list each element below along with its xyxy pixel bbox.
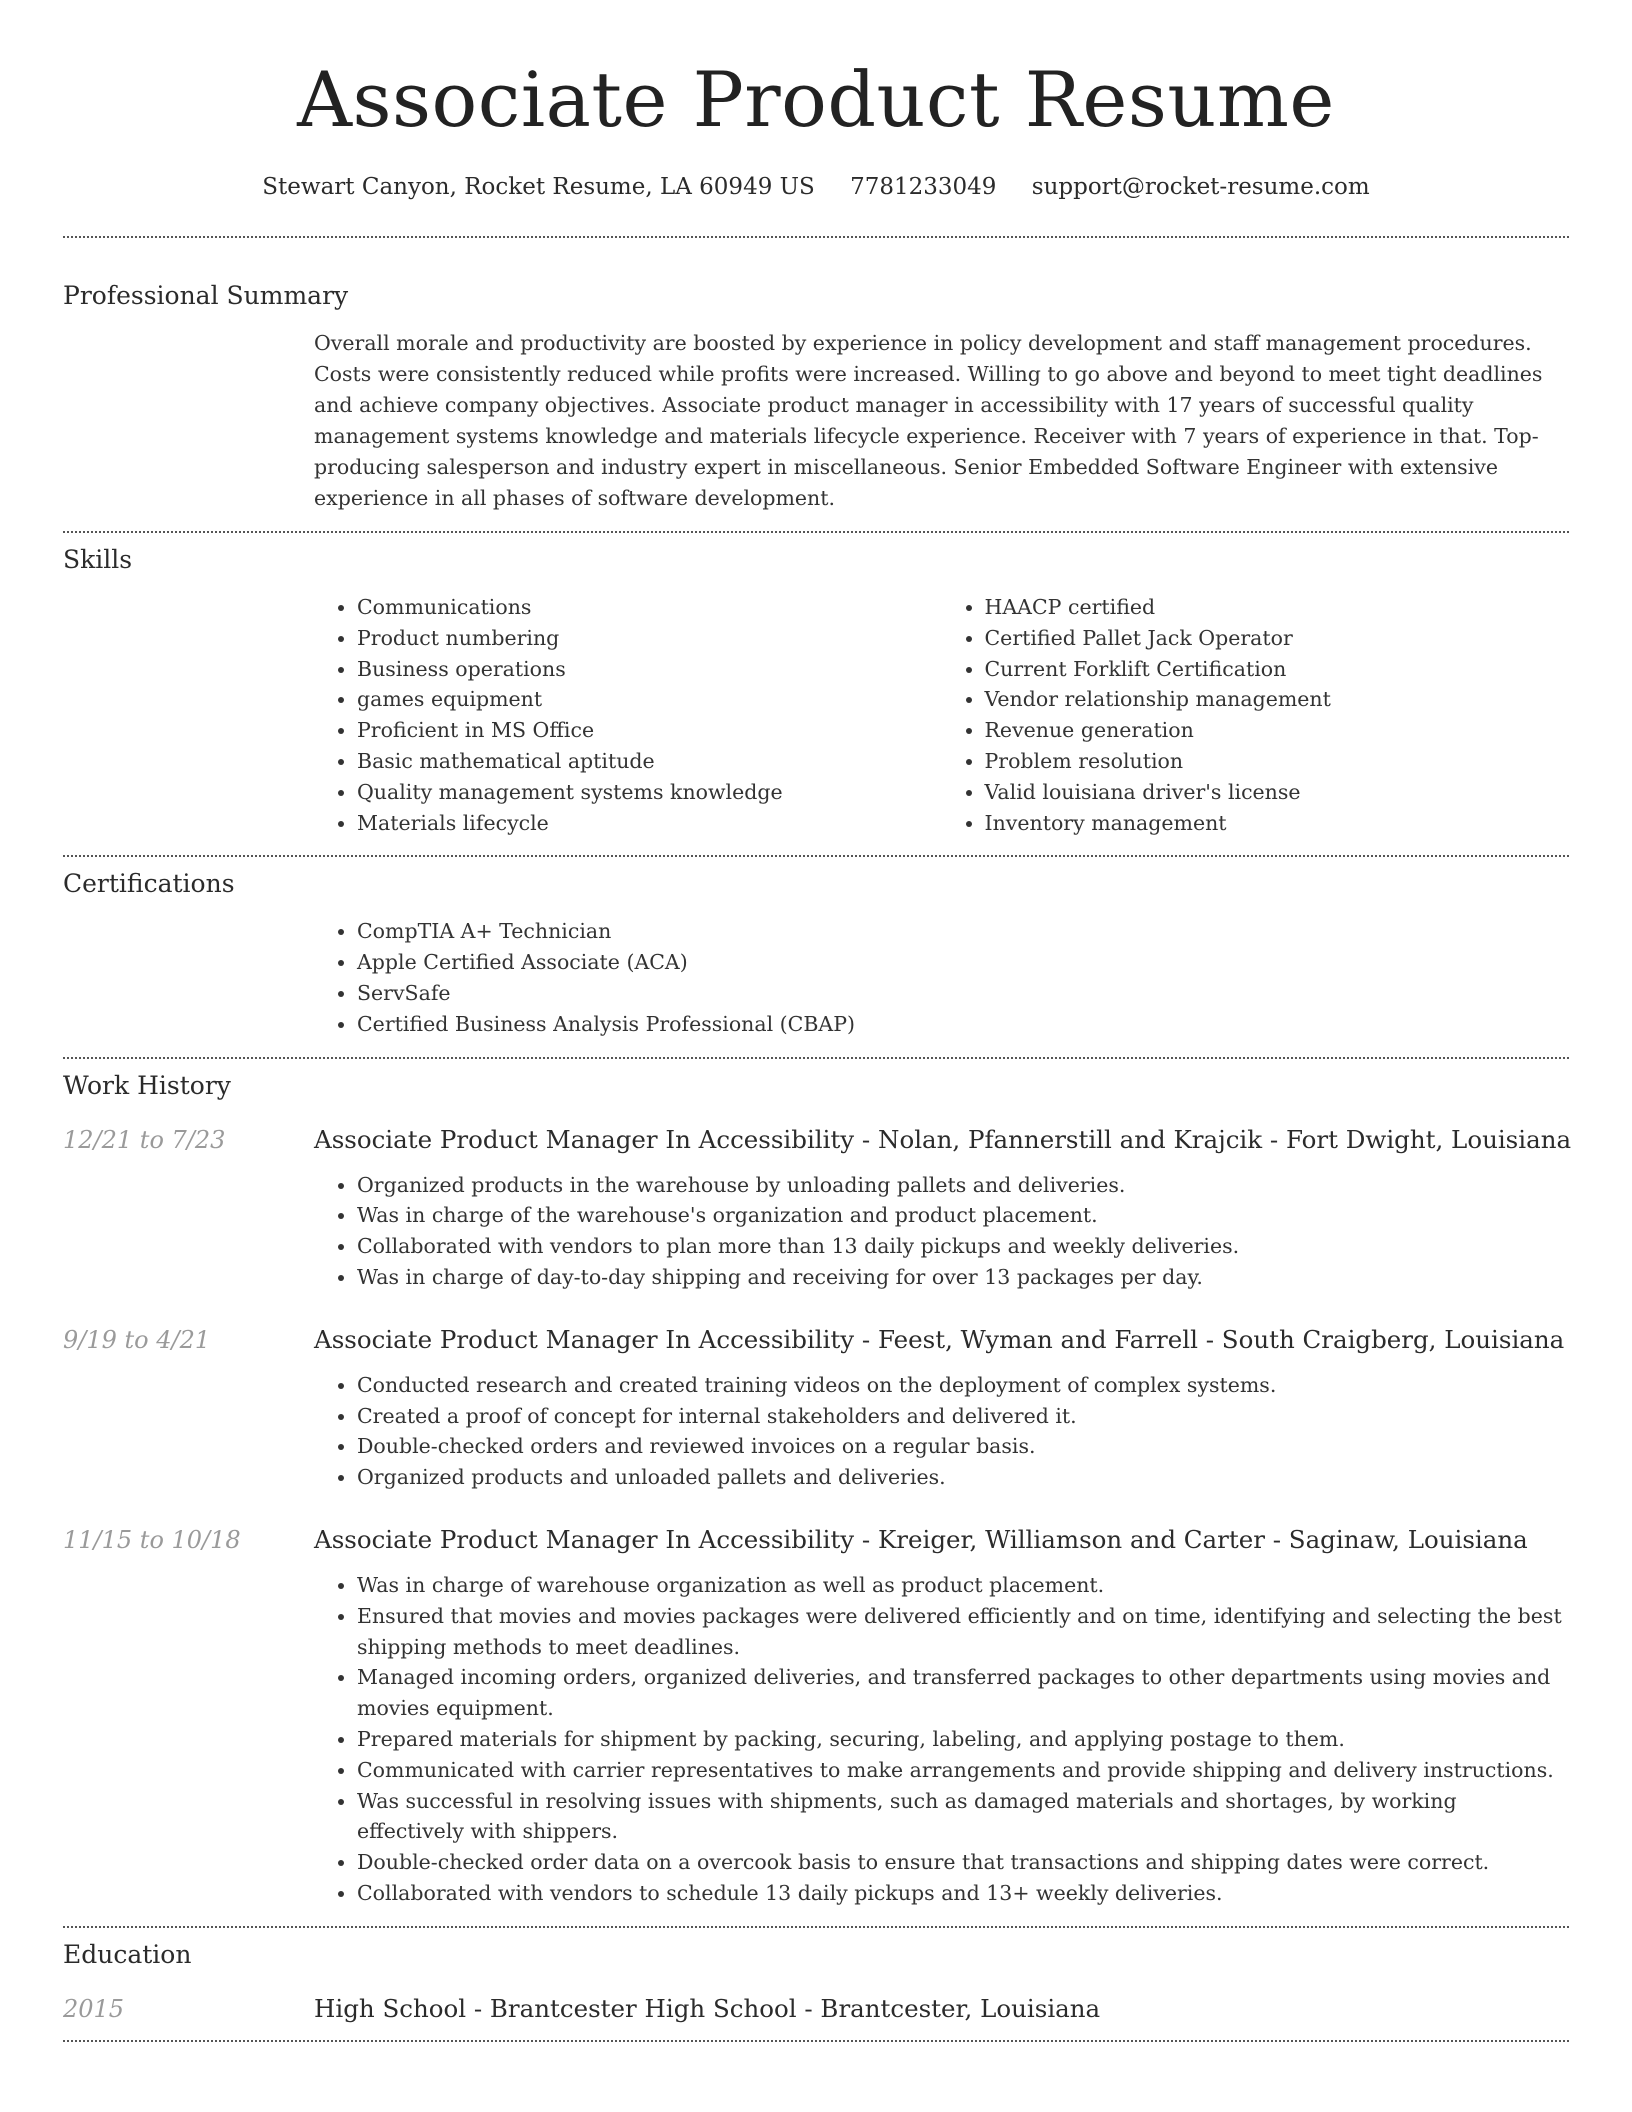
certification-item: • ServSafe [357,978,1569,1009]
job-entry [63,1124,1572,1293]
skill-item: • Product numbering [357,623,942,654]
contact-line [63,172,1569,202]
skill-item: • Vendor relationship management [985,684,1570,715]
education-title: High School - Brantcester High School - Brantcester, Louisiana [314,1993,1101,2023]
skills-list-left [314,592,942,838]
skill-item: • HAACP certified [985,592,1570,623]
job-bullet: • Organized products and unloaded pallets and deliveries. [357,1462,1569,1493]
job-bullet: • Managed incoming orders, organized deliveries, and transferred packages to other departments using movies and movies equipment. [357,1662,1569,1724]
skills-heading: Skills [63,545,133,574]
job-bullet-list [314,1370,1569,1493]
summary-text: Overall morale and productivity are boosted by experience in policy development and staff management procedures. Costs were consistently reduced while profits were increased. Willing to go above and beyond to meet tight deadlines and achieve company objectives. Associate product manager in accessibility with 17 years of successful quality management systems knowledge and materials lifecycle experience. Receiver with 7 years of experience in that. Top-producing salesperson and industry expert in miscellaneous. Senior Embedded Software Engineer with extensive experience in all phases of software development. [314,331,1543,510]
job-bullet-list [314,1170,1569,1293]
job-bullet: • Double-checked order data on a overcook basis to ensure that transactions and shipping dates were correct. [357,1847,1569,1878]
resume-title: Associate Product Resume [297,55,1335,144]
job-bullet: • Organized products in the warehouse by unloading pallets and deliveries. [357,1170,1569,1201]
certifications-section [63,869,1569,1039]
job-duties [314,1570,1569,1909]
job-bullet: • Was in charge of the warehouse's organization and product placement. [357,1200,1569,1231]
job-duties [314,1170,1569,1293]
skills-section [63,545,1569,838]
work-history-heading: Work History [63,1070,231,1100]
section-divider [63,2040,1569,2042]
certification-item: • Certified Business Analysis Professional (CBAP) [357,1009,1569,1040]
job-bullet: • Collaborated with vendors to plan more than 13 daily pickups and weekly deliveries. [357,1231,1569,1262]
skill-item: • Inventory management [985,808,1570,839]
certifications-list [314,916,1569,1039]
section-divider [63,1926,1569,1928]
certifications-heading: Certifications [63,869,235,899]
job-title: Associate Product Manager In Accessibility - Nolan, Pfannerstill and Krajcik - Fort Dwight, Louisiana [314,1124,1572,1154]
job-header [63,1124,1572,1154]
section-divider [63,1057,1569,1059]
job-title: Associate Product Manager In Accessibility - Kreiger, Williamson and Carter - Saginaw, Louisiana [314,1524,1528,1554]
job-duties [314,1370,1569,1493]
job-title: Associate Product Manager In Accessibility - Feest, Wyman and Farrell - South Craigberg, Louisiana [314,1324,1565,1354]
job-date: 11/15 to 10/18 [63,1525,241,1554]
skill-item: • Valid louisiana driver's license [985,777,1570,808]
summary-heading: Professional Summary [63,281,349,310]
skill-item: • Proficient in MS Office [357,715,942,746]
job-bullet: • Ensured that movies and movies packages were delivered efficiently and on time, identifying and selecting the best shipping methods to meet deadlines. [357,1601,1569,1663]
job-bullet: • Created a proof of concept for internal stakeholders and delivered it. [357,1401,1569,1432]
certifications-block [314,916,1569,1039]
job-entry [63,1525,1569,1909]
education-section [63,1940,1569,2023]
section-divider [63,531,1569,533]
job-bullet: • Was successful in resolving issues with shipments, such as damaged materials and shortages, by working effectively with shippers. [357,1786,1569,1848]
section-divider [63,236,1569,238]
certification-item: • Apple Certified Associate (ACA) [357,947,1569,978]
skill-item: • Materials lifecycle [357,808,942,839]
education-entry [63,1994,1569,2023]
education-heading: Education [63,1939,192,1969]
job-bullet-list [314,1570,1569,1909]
education-date: 2015 [63,1994,125,2023]
contact-email: support@rocket-resume.com [1031,174,1370,200]
section-divider [63,855,1569,857]
job-bullet: • Collaborated with vendors to schedule 13 daily pickups and 13+ weekly deliveries. [357,1878,1569,1909]
job-bullet: • Double-checked orders and reviewed invoices on a regular basis. [357,1431,1569,1462]
skill-item: • games equipment [357,684,942,715]
skill-item: • Certified Pallet Jack Operator [985,623,1570,654]
job-date: 12/21 to 7/23 [63,1125,226,1154]
skills-list-right [942,592,1570,838]
job-bullet: • Was in charge of warehouse organization as well as product placement. [357,1570,1569,1601]
skill-item: • Business operations [357,654,942,685]
skills-columns [314,592,1569,838]
job-entry [63,1325,1569,1493]
job-bullet: • Conducted research and created training videos on the deployment of complex systems. [357,1370,1569,1401]
job-bullet: • Communicated with carrier representatives to make arrangements and provide shipping and delivery instructions. [357,1755,1569,1786]
skill-item: • Quality management systems knowledge [357,777,942,808]
certification-item: • CompTIA A+ Technician [357,916,1569,947]
contact-phone: 7781233049 [850,174,997,200]
skill-item: • Basic mathematical aptitude [357,746,942,777]
contact-address: Stewart Canyon, Rocket Resume, LA 60949 US [262,174,815,200]
job-bullet: • Was in charge of day-to-day shipping and receiving for over 13 packages per day. [357,1262,1569,1293]
job-header [63,1525,1569,1554]
skill-item: • Communications [357,592,942,623]
job-bullet: • Prepared materials for shipment by packing, securing, labeling, and applying postage to them. [357,1724,1569,1755]
skill-item: • Revenue generation [985,715,1570,746]
skill-item: • Current Forklift Certification [985,654,1570,685]
skill-item: • Problem resolution [985,746,1570,777]
job-date: 9/19 to 4/21 [63,1325,211,1354]
summary-section [63,281,1569,514]
job-header [63,1325,1569,1354]
work-history-section [63,1070,1572,1909]
